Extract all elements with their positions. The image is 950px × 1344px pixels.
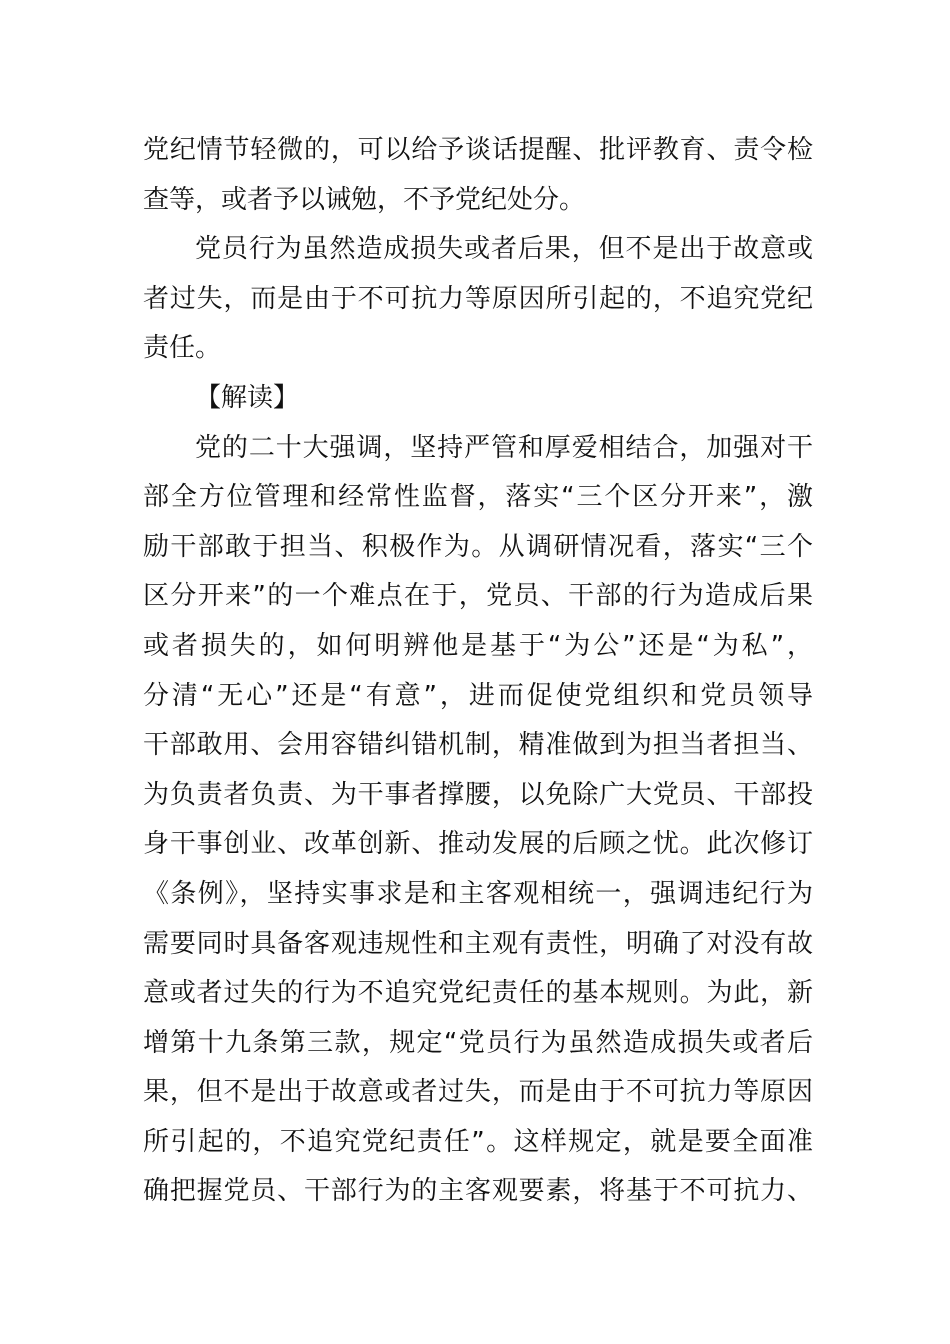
text-line: 增第十九条第三款，规定“党员行为虽然造成损失或者后 <box>143 1027 813 1058</box>
text-line: 励干部敢于担当、积极作为。从调研情况看，落实“三个 <box>143 531 813 562</box>
text-line: 区分开来”的一个难点在于，党员、干部的行为造成后果 <box>143 581 813 612</box>
text-line: 党纪情节轻微的，可以给予谈话提醒、批评教育、责令检 <box>143 135 813 165</box>
text-line: 党的二十大强调，坚持严管和厚爱相结合，加强对干 <box>195 432 813 463</box>
text-line: 或者损失的，如何明辨他是基于“为公”还是“为私”， <box>143 630 813 661</box>
text-line: 为负责者负责、为干事者撑腰，以免除广大党员、干部投 <box>143 779 813 810</box>
text-line: 干部敢用、会用容错纠错机制，精准做到为担当者担当、 <box>143 730 813 761</box>
text-line: 党员行为虽然造成损失或者后果，但不是出于故意或 <box>195 234 813 265</box>
text-line: 部全方位管理和经常性监督，落实“三个区分开来”，激 <box>143 482 813 513</box>
text-line: 分清“无心”还是“有意”，进而促使党组织和党员领导 <box>143 680 813 711</box>
text-line: 确把握党员、干部行为的主客观要素，将基于不可抗力、 <box>143 1176 813 1207</box>
text-line: 果，但不是出于故意或者过失，而是由于不可抗力等原因 <box>143 1077 813 1108</box>
text-line: 意或者过失的行为不追究党纪责任的基本规则。为此，新 <box>143 978 813 1009</box>
text-line: 身干事创业、改革创新、推动发展的后顾之忧。此次修订 <box>143 829 813 860</box>
document-body <box>143 126 813 1217</box>
text-line: 《条例》，坚持实事求是和主客观相统一，强调违纪行为 <box>143 878 813 909</box>
text-line: 者过失，而是由于不可抗力等原因所引起的，不追究党纪 <box>143 283 813 314</box>
text-line: 责任。 <box>143 333 222 364</box>
text-line: 查等，或者予以诫勉，不予党纪处分。 <box>143 184 586 215</box>
text-line: 所引起的，不追究党纪责任”。这样规定，就是要全面准 <box>143 1126 813 1157</box>
text-line: 需要同时具备客观违规性和主观有责性，明确了对没有故 <box>143 928 813 959</box>
text-line: 【解读】 <box>195 382 300 413</box>
